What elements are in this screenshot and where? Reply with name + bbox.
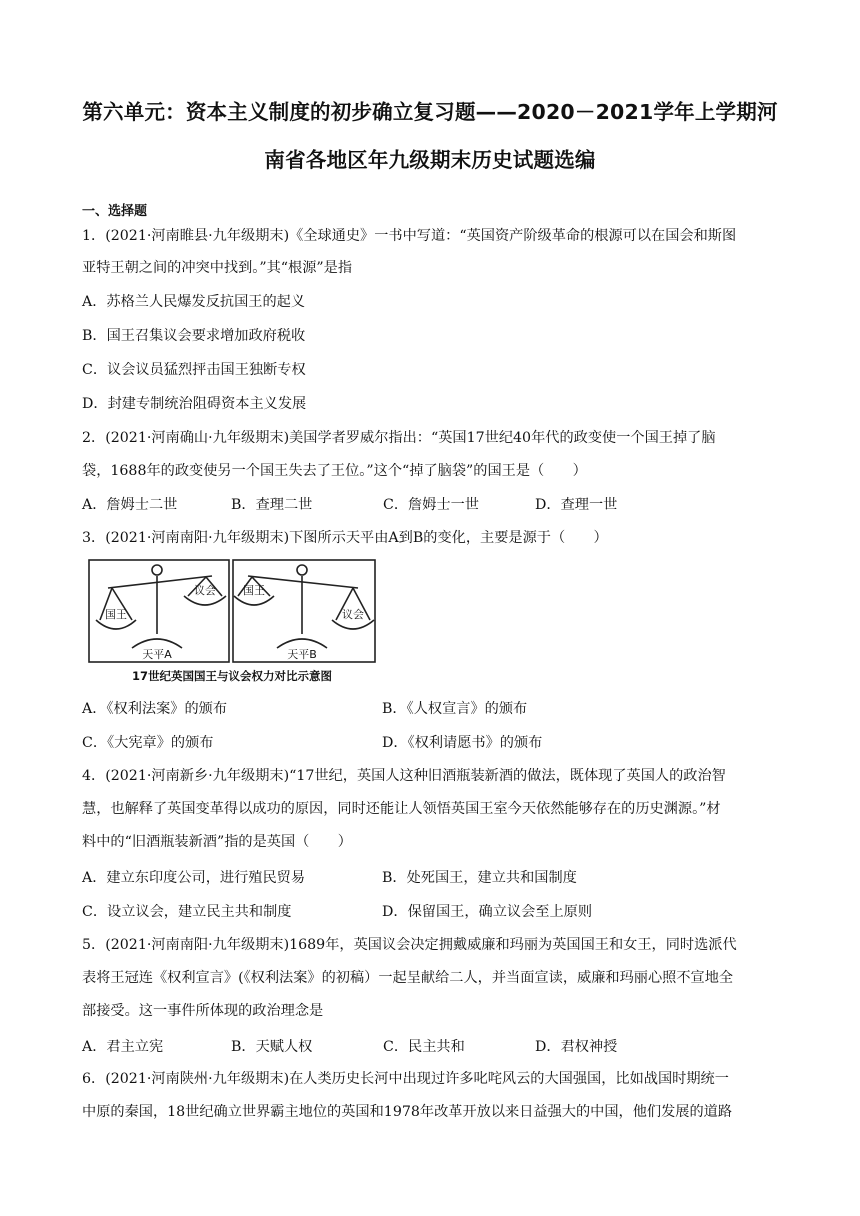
balance-a-left-label: 国王: [105, 608, 127, 621]
q4-option-c: C．设立议会，建立民主共和制度: [82, 904, 292, 920]
balance-a-name: 天平A: [142, 648, 172, 661]
q3-options-row-1: [82, 698, 782, 718]
balance-a-left-pan: [96, 620, 136, 629]
q2-stem-line-2: 袋，1688年的政变使另一个国王失去了王位。”这个“掉了脑袋”的国王是（ ）: [82, 463, 587, 479]
q5-option-b: B．天赋人权: [231, 1039, 313, 1055]
q2-option-a: A．詹姆士二世: [82, 497, 178, 513]
q5-stem-line-3: 部接受。这一事件所体现的政治理念是: [82, 1003, 324, 1019]
q2-option-d: D．查理一世: [535, 497, 618, 513]
q3-option-a: A．《权利法案》的颁布: [82, 701, 228, 717]
title-line-2: 南省各地区年九级期末历史试题选编: [264, 148, 596, 172]
balance-b-right-pan: [332, 620, 374, 629]
balance-a-pivot: [152, 565, 162, 575]
q4-option-d: D．保留国王，确立议会至上原则: [382, 904, 593, 920]
q3-options-row-2: [82, 732, 782, 752]
q6-stem-line-2: 中原的秦国，18世纪确立世界霸主地位的英国和1978年改革开放以来日益强大的中国，他们发展的道路: [82, 1104, 733, 1120]
balance-b-left-label: 国王: [243, 584, 265, 597]
balance-diagram: [88, 558, 378, 686]
balance-b-name: 天平B: [287, 648, 317, 661]
balance-a-right-pan: [184, 596, 226, 605]
balance-a-stand: [132, 639, 182, 648]
balance-b-left-pan: [234, 596, 274, 605]
q4-stem-line-3: 料中的“旧酒瓶装新酒”指的是英国（ ）: [82, 834, 352, 850]
balance-a-right-label: 议会: [194, 584, 216, 597]
q1-option-c: C．议会议员猛烈抨击国王独断专权: [82, 362, 306, 378]
q4-options-row-1: [82, 867, 782, 887]
q6-stem-line-1: 6．(2021·河南陕州·九年级期末)在人类历史长河中出现过许多叱咤风云的大国强国，比如战国时期统一: [82, 1071, 729, 1087]
q2-option-b: B．查理二世: [231, 497, 313, 513]
balance-figure: [88, 558, 378, 686]
q1-stem-line-1: 1．(2021·河南睢县·九年级期末)《全球通史》一书中写道：“英国资产阶级革命的根源可以在国会和斯图: [82, 228, 737, 244]
q2-stem-line-1: 2．(2021·河南确山·九年级期末)美国学者罗威尔指出：“英国17世纪40年代的政变使一个国王掉了脑: [82, 430, 716, 446]
balance-b-stand: [277, 639, 327, 648]
q3-option-d: D．《权利请愿书》的颁布: [382, 735, 543, 751]
title-line-1: 第六单元：资本主义制度的初步确立复习题——2020－2021学年上学期河: [82, 100, 778, 124]
q1-option-a: A．苏格兰人民爆发反抗国王的起义: [82, 294, 306, 310]
q4-options-row-2: [82, 901, 782, 921]
q5-option-a: A．君主立宪: [82, 1039, 164, 1055]
q5-option-d: D．君权神授: [535, 1039, 618, 1055]
q1-stem-line-2: 亚特王朝之间的冲突中找到。”其“根源”是指: [82, 260, 353, 276]
page-title: [60, 88, 800, 184]
q5-stem-line-2: 表将王冠连《权利宣言》(《权利法案》的初稿）一起呈献给二人，并当面宣读，威廉和玛丽心照不宣地全: [82, 970, 734, 986]
section-heading: 一、选择题: [82, 204, 148, 219]
q5-stem-line-1: 5．(2021·河南南阳·九年级期末)1689年，英国议会决定拥戴威廉和玛丽为英国国王和女王，同时选派代: [82, 937, 737, 953]
balance-b-pivot: [297, 565, 307, 575]
q5-option-c: C．民主共和: [383, 1039, 465, 1055]
figure-caption: 17世纪英国国王与议会权力对比示意图: [131, 669, 333, 683]
q2-option-c: C．詹姆士一世: [383, 497, 479, 513]
q3-option-b: B．《人权宣言》的颁布: [382, 701, 528, 717]
q4-stem-line-2: 慧，也解释了英国变革得以成功的原因，同时还能让人领悟英国王室今天依然能够存在的历史渊源。”材: [82, 801, 721, 817]
q4-option-a: A．建立东印度公司，进行殖民贸易: [82, 870, 306, 886]
balance-b-right-label: 议会: [342, 608, 364, 621]
q1-option-b: B．国王召集议会要求增加政府税收: [82, 328, 306, 344]
q4-option-b: B．处死国王，建立共和国制度: [382, 870, 577, 886]
q4-stem-line-1: 4．(2021·河南新乡·九年级期末)“17世纪，英国人这种旧酒瓶装新酒的做法，既体现了英国人的政治智: [82, 768, 726, 784]
q3-stem-line-1: 3．(2021·河南南阳·九年级期末)下图所示天平由A到B的变化，主要是源于（ ）: [82, 530, 608, 546]
q3-option-c: C．《大宪章》的颁布: [82, 735, 214, 751]
q1-option-d: D．封建专制统治阻碍资本主义发展: [82, 396, 307, 412]
q2-options: [82, 494, 782, 514]
q5-options: [82, 1036, 782, 1056]
